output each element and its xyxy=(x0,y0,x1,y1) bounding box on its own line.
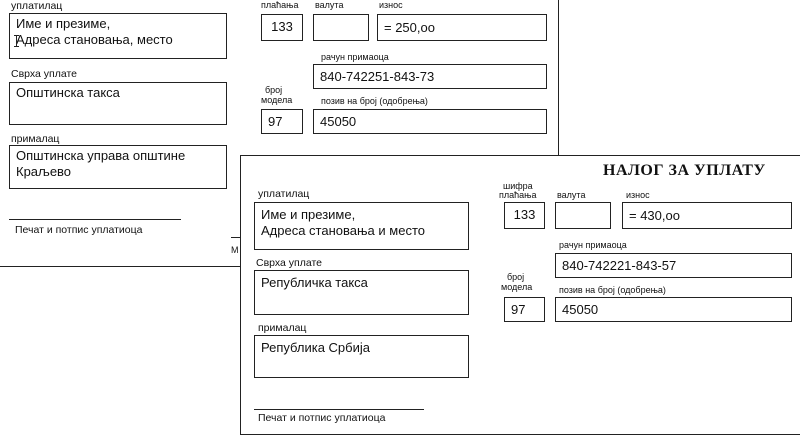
payer-field[interactable] xyxy=(254,202,469,250)
purpose-field[interactable] xyxy=(9,82,227,125)
currency-label: валута xyxy=(557,190,586,200)
model-value: 97 xyxy=(511,302,526,317)
model-label-1: број xyxy=(265,85,283,95)
recipient-line-1: Општинска управа општине xyxy=(16,148,186,163)
model-field[interactable] xyxy=(504,297,545,322)
signature-label: Печат и потпис уплатиоца xyxy=(258,412,386,424)
payment-code-label-2: плаћања xyxy=(499,190,537,200)
signature-line xyxy=(254,409,424,410)
reference-field[interactable] xyxy=(555,297,792,322)
purpose-label: Сврха уплате xyxy=(256,257,322,269)
signature-line xyxy=(9,219,181,220)
reference-field[interactable] xyxy=(313,109,547,134)
text-cursor-icon xyxy=(16,35,19,47)
purpose-value: Општинска такса xyxy=(16,85,120,100)
edge-fragment: М xyxy=(231,245,239,255)
recipient-label: прималац xyxy=(258,322,307,334)
account-value: 840-742221-843-57 xyxy=(562,258,677,273)
purpose-label: Сврха уплате xyxy=(11,68,77,80)
payer-label: уплатилац xyxy=(258,188,310,200)
payment-code-field[interactable] xyxy=(261,14,303,41)
payment-code-label: плаћања xyxy=(261,0,299,10)
amount-value: = 250,оо xyxy=(384,20,435,35)
payer-line-2: Адреса становања и место xyxy=(261,223,425,238)
currency-field[interactable] xyxy=(555,202,611,229)
recipient-value: Република Србија xyxy=(261,340,370,355)
purpose-value: Републичка такса xyxy=(261,275,368,290)
model-label-2: модела xyxy=(261,95,293,105)
model-label-1: број xyxy=(507,272,525,282)
model-field[interactable] xyxy=(261,109,303,134)
account-field[interactable] xyxy=(555,253,792,278)
recipient-field[interactable] xyxy=(254,335,469,378)
payment-slip-front xyxy=(240,155,800,435)
amount-value: = 430,оо xyxy=(629,208,680,223)
payer-label: уплатилац xyxy=(11,0,63,12)
account-label: рачун примаоца xyxy=(321,52,389,62)
signature-label: Печат и потпис уплатиоца xyxy=(15,224,143,236)
payer-field[interactable] xyxy=(9,13,227,59)
currency-field[interactable] xyxy=(313,14,369,41)
reference-label: позив на број (одобрења) xyxy=(559,285,666,295)
slip-title: НАЛОГ ЗА УПЛАТУ xyxy=(603,162,766,179)
payer-line-1: Име и презиме, xyxy=(261,207,356,222)
account-label: рачун примаоца xyxy=(559,240,627,250)
recipient-field[interactable] xyxy=(9,145,227,189)
amount-field[interactable] xyxy=(377,14,547,41)
purpose-field[interactable] xyxy=(254,270,469,315)
model-label-2: модела xyxy=(501,282,533,292)
amount-label: износ xyxy=(379,0,403,10)
payment-code-label-1: шифра xyxy=(503,181,533,191)
payer-line-2: Адреса становања, место xyxy=(16,32,173,47)
amount-field[interactable] xyxy=(622,202,792,229)
account-value: 840-742251-843-73 xyxy=(320,69,435,84)
reference-label: позив на број (одобрења) xyxy=(321,96,428,106)
payment-code-value: 133 xyxy=(513,207,536,222)
recipient-line-2: Краљево xyxy=(16,164,72,179)
amount-label: износ xyxy=(626,190,650,200)
reference-value: 45050 xyxy=(320,114,357,129)
model-value: 97 xyxy=(268,114,283,129)
account-field[interactable] xyxy=(313,64,547,89)
recipient-label: прималац xyxy=(11,133,60,145)
currency-label: валута xyxy=(315,0,344,10)
payment-code-value: 133 xyxy=(271,19,293,34)
reference-value: 45050 xyxy=(562,302,599,317)
payment-code-field[interactable] xyxy=(504,202,545,229)
payer-line-1: Име и презиме, xyxy=(16,16,111,31)
